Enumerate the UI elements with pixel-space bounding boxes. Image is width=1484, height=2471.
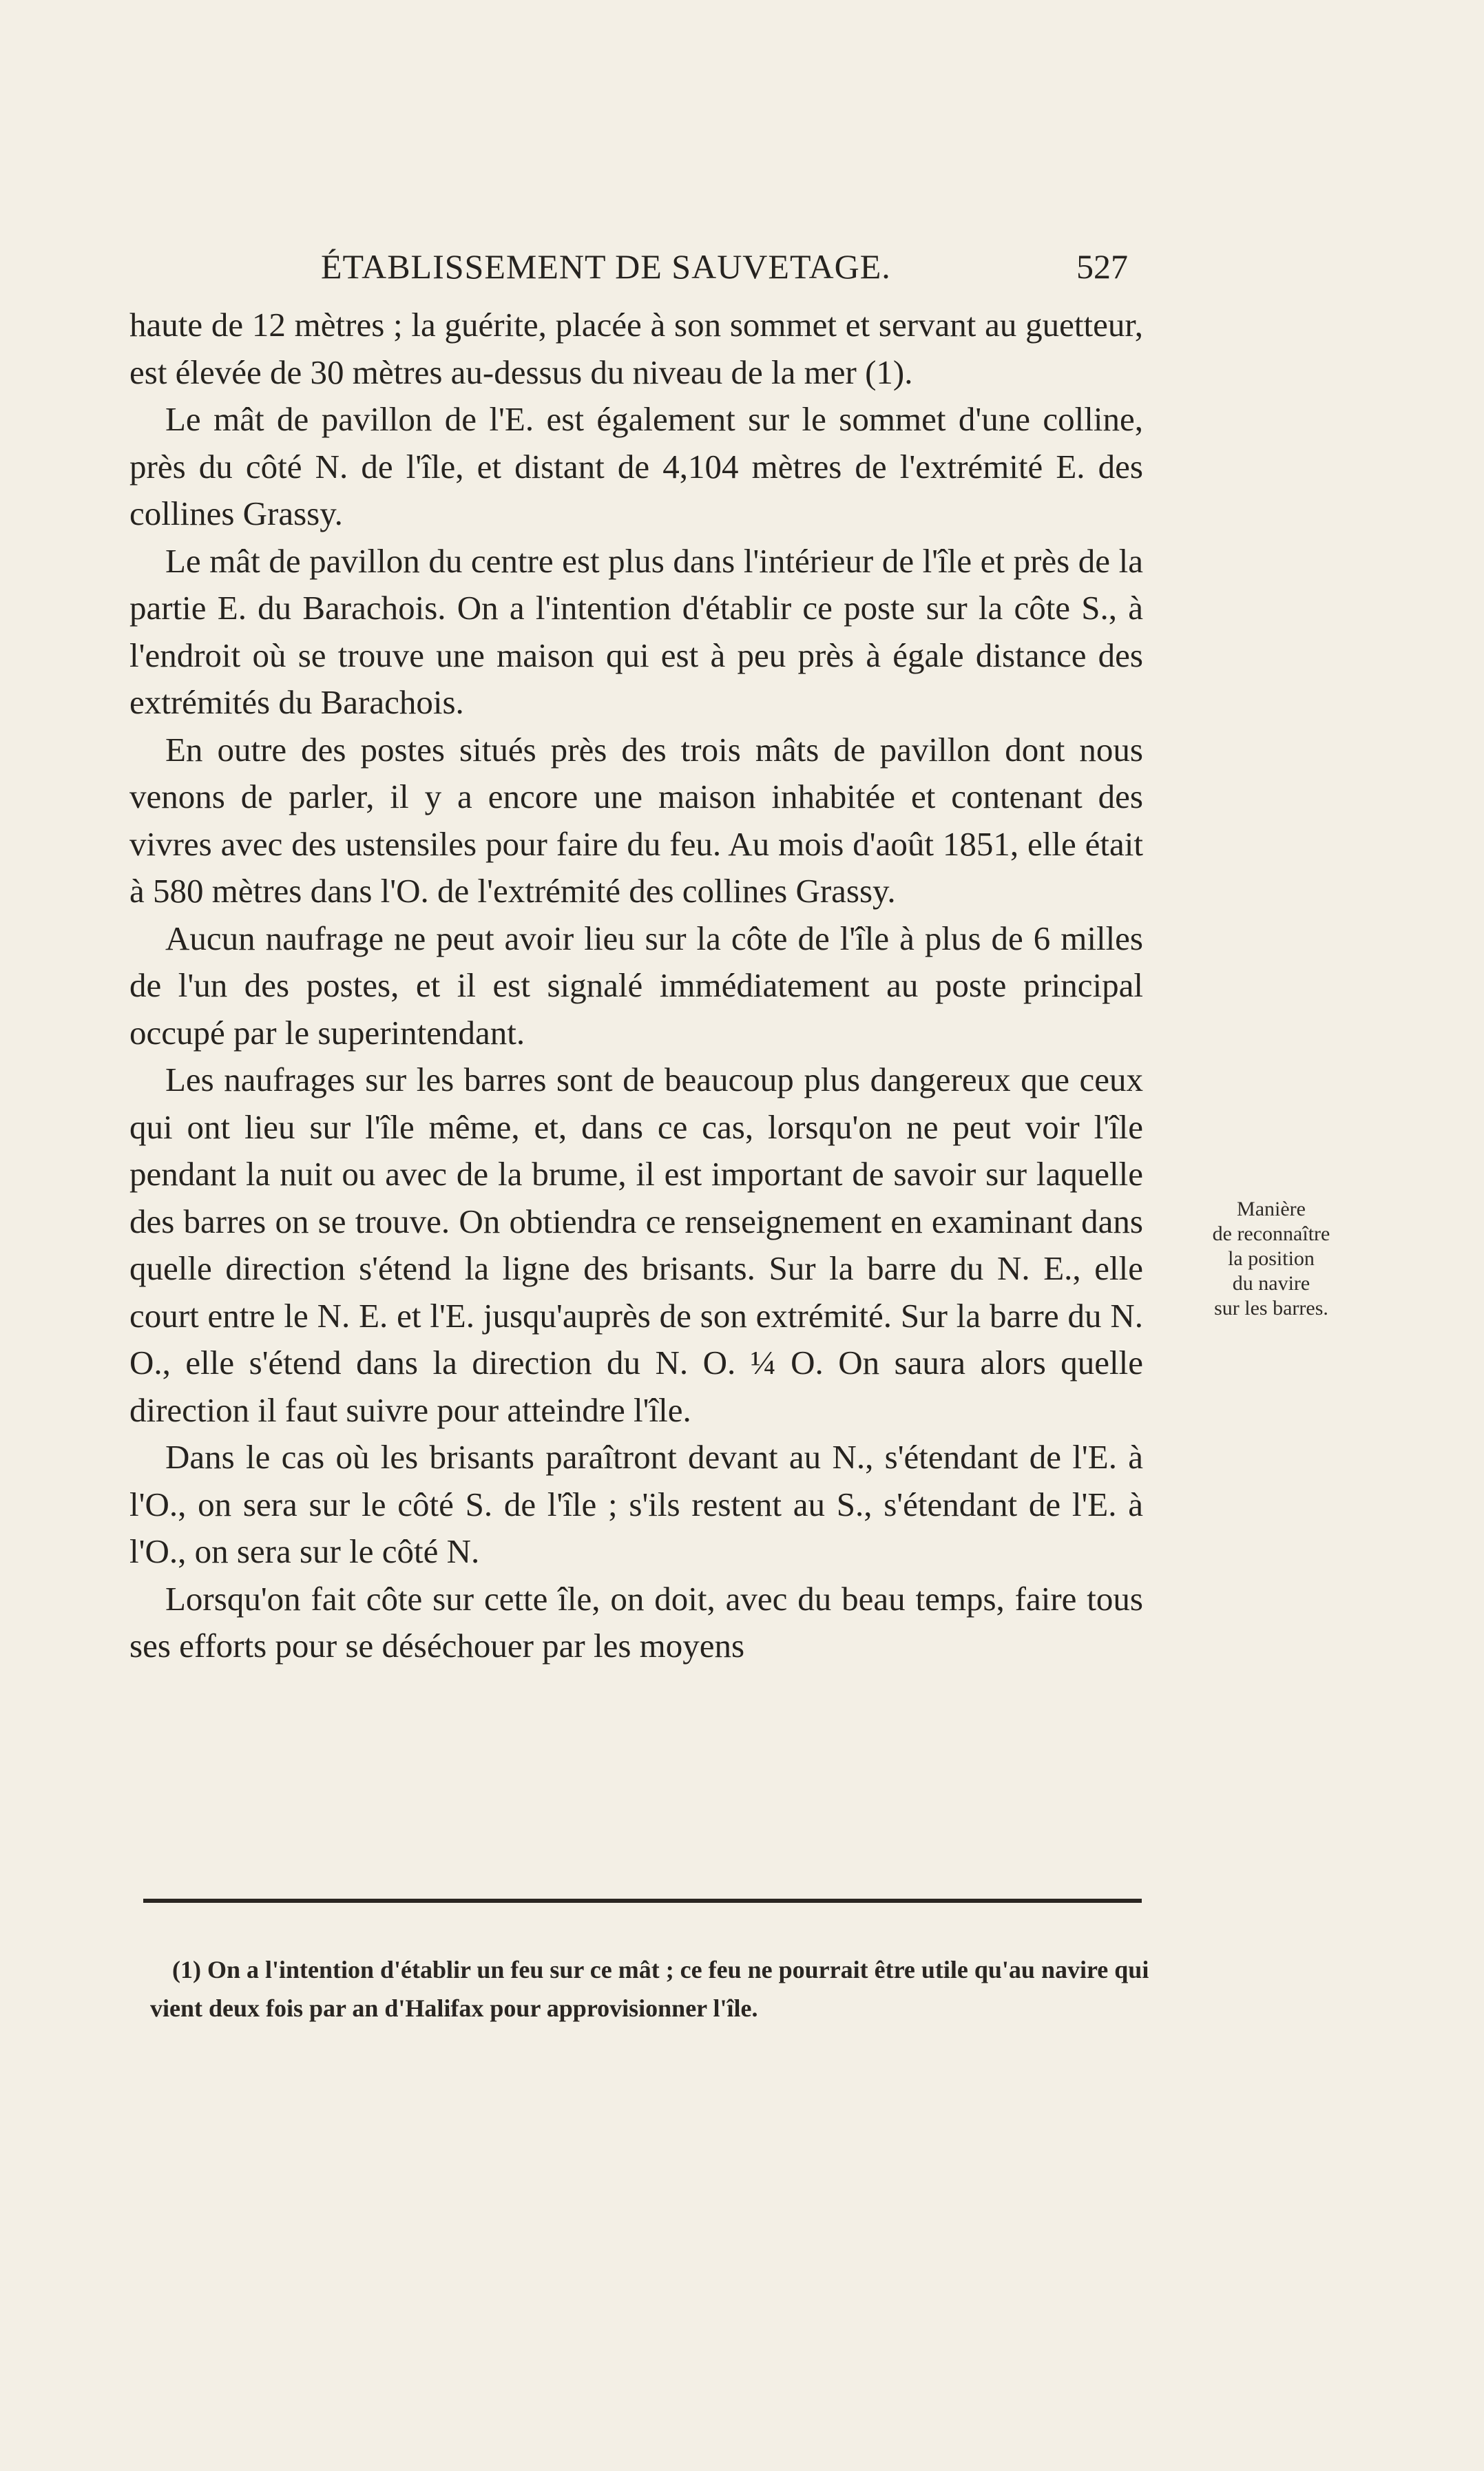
paragraph: Dans le cas où les brisants paraîtront devant au N., s'étendant de l'E. à l'O., on sera sur le côté S. de l'île ; s'ils restent au S., s'étendant de l'E. à l'O., on sera sur le côté N. <box>129 1438 1143 1570</box>
page-header <box>129 236 1128 298</box>
running-title: ÉTABLISSEMENT DE SAUVETAGE. <box>321 247 891 286</box>
margin-note-line: Manière <box>1237 1198 1306 1220</box>
footnote <box>150 1950 1156 2027</box>
margin-note-line: de reconnaître <box>1212 1222 1330 1245</box>
paragraph: Le mât de pavillon de l'E. est également sur le sommet d'une colline, près du côté N. de l'île, et distant de 4,104 mètres de l'extrémité E. des collines Grassy. <box>129 400 1143 532</box>
margin-note <box>1189 1197 1354 1321</box>
paragraph: Aucun naufrage ne peut avoir lieu sur la côte de l'île à plus de 6 milles de l'un des postes, et il est signalé immédiatement au poste principal occupé par le superintendant. <box>129 919 1143 1052</box>
paragraph: Lorsqu'on fait côte sur cette île, on doit, avec du beau temps, faire tous ses efforts pour se déséchouer par les moyens <box>129 1579 1143 1665</box>
paragraph: Les naufrages sur les barres sont de beaucoup plus dangereux que ceux qui ont lieu sur l'île même, et, dans ce cas, lorsqu'on ne peut voir l'île pendant la nuit ou avec de la brume, il est important de savoir sur laquelle des barres on se trouve. On obtiendra ce renseignement en examinant dans quelle direction s'étend la ligne des brisants. Sur la barre du N. E., elle court entre le N. E. et l'E. jusqu'auprès de son extrémité. Sur la barre du N. O., elle s'étend dans la direction du N. O. ¼ O. On saura alors quelle direction il faut suivre pour atteindre l'île. <box>129 1061 1143 1429</box>
paragraph: En outre des postes situés près des trois mâts de pavillon dont nous venons de parler, il y a encore une maison inhabitée et contenant des vivres avec des ustensiles pour faire du feu. Au mois d'août 1851, elle était à 580 mètres dans l'O. de l'extrémité des collines Grassy. <box>129 730 1143 910</box>
body-text <box>129 302 1143 1670</box>
margin-note-line: sur les barres. <box>1214 1297 1328 1320</box>
paragraph: Le mât de pavillon du centre est plus dans l'intérieur de l'île et près de la partie E. du Barachois. On a l'intention d'établir ce poste sur la côte S., à l'endroit où se trouve une maison qui est à peu près à égale distance des extrémités du Barachois. <box>129 541 1143 721</box>
margin-note-line: du navire <box>1232 1272 1310 1295</box>
footnote-divider <box>143 1899 1142 1903</box>
paragraph: haute de 12 mètres ; la guérite, placée à son sommet et servant au guetteur, est élevée de 30 mètres au-dessus du niveau de la mer (1). <box>129 306 1143 391</box>
page-number: 527 <box>1076 247 1128 286</box>
margin-note-line: la position <box>1228 1247 1315 1270</box>
footnote-text: (1) On a l'intention d'établir un feu sur ce mât ; ce feu ne pourrait être utile qu'au navire qui vient deux fois par an d'Halifax pour approvisionner l'île. <box>150 1956 1149 2022</box>
